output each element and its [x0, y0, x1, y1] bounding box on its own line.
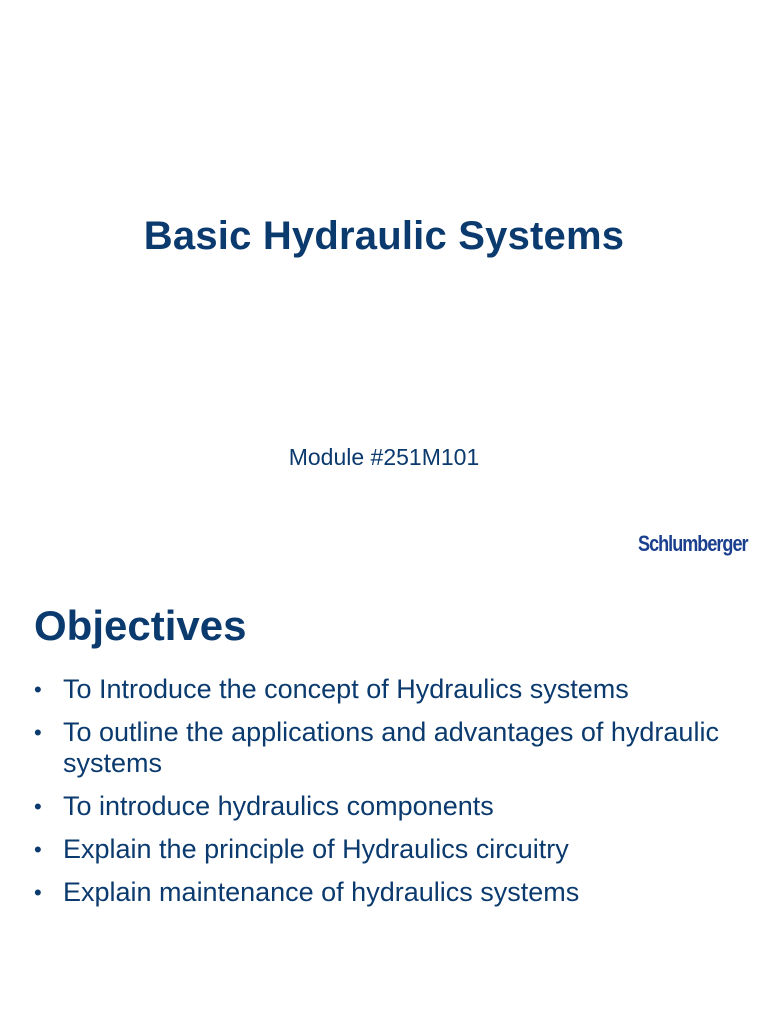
list-item-text: To outline the applications and advantages of hydraulic systems: [63, 717, 719, 778]
objectives-list: [30, 674, 730, 920]
list-item: [30, 717, 730, 779]
list-item: [30, 834, 730, 865]
slide-title: Basic Hydraulic Systems: [143, 214, 625, 258]
list-item-text: Explain the principle of Hydraulics circuitry: [63, 834, 569, 864]
bullet-icon: •: [34, 677, 42, 702]
bullet-icon: •: [34, 837, 42, 862]
list-item: [30, 791, 730, 822]
objectives-heading: Objectives: [34, 602, 247, 649]
bullet-icon: •: [34, 880, 42, 905]
list-item: [30, 674, 730, 705]
bullet-icon: •: [34, 720, 42, 745]
schlumberger-logo: Schlumberger: [638, 531, 748, 556]
list-item-text: Explain maintenance of hydraulics systems: [63, 877, 580, 907]
objectives-slide: [0, 576, 768, 1024]
bullet-icon: •: [34, 794, 42, 819]
module-number: Module #251M101: [288, 444, 480, 470]
list-item-text: To Introduce the concept of Hydraulics systems: [63, 674, 629, 704]
list-item: [30, 877, 730, 908]
list-item-text: To introduce hydraulics components: [63, 791, 494, 821]
